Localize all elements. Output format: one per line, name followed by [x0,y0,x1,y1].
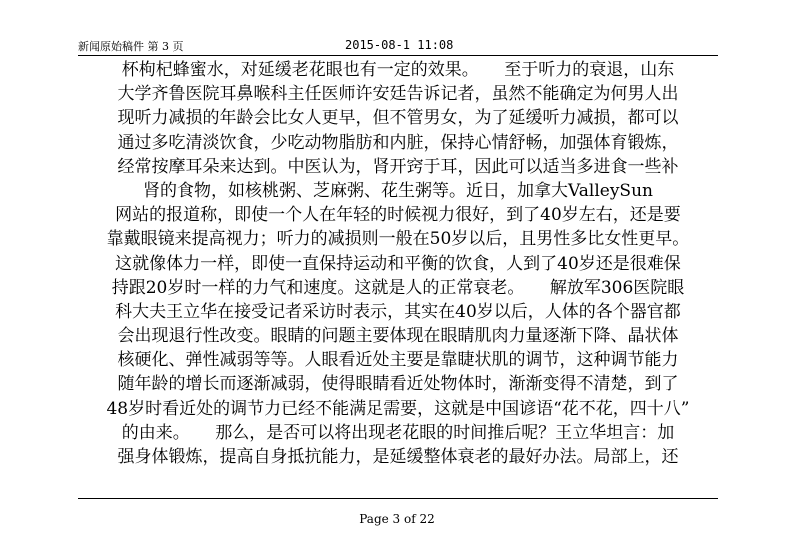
footer-divider [78,498,718,499]
header-divider [78,55,718,56]
body-line: 的由来。 那么，是否可以将出现老花眼的时间推后呢？王立华坦言：加 [121,422,675,443]
body-line: 靠戴眼镜来提高视力；听力的减损则一般在50岁以后，且男性多比女性更早。 [106,229,690,250]
body-line: 持跟20岁时一样的力气和速度。这就是人的正常衰老。 解放军306医院眼 [111,277,685,298]
body-line: 大学齐鲁医院耳鼻喉科主任医师许安廷告诉记者，虽然不能确定为何男人出 [117,84,679,105]
body-line: 会出现退行性改变。眼睛的问题主要体现在眼睛肌肉力量逐渐下降、晶状体 [117,326,679,347]
header-source-label: 新闻原始稿件 第 3 页 [78,40,184,53]
body-line: 肾的食物，如核桃粥、芝麻粥、花生粥等。近日，加拿大ValleySun [143,180,653,201]
body-line: 通过多吃清淡饮食，少吃动物脂肪和内脏，保持心情舒畅，加强体育锻炼， [117,132,679,153]
body-line: 科大夫王立华在接受记者采访时表示，其实在40岁以后，人体的各个器官都 [115,301,681,322]
article-body [78,58,718,469]
body-line: 经常按摩耳朵来达到。中医认为，肾开窍于耳，因此可以适当多进食一些补 [117,156,679,177]
header-timestamp: 2015-08-1 11:08 [345,38,454,52]
page-number: Page 3 of 22 [359,512,435,526]
body-line: 随年龄的增长而逐渐减弱，使得眼睛看近处物体时，渐渐变得不清楚，到了 [117,374,679,395]
body-line: 核硬化、弹性减弱等等。人眼看近处主要是靠睫状肌的调节，这种调节能力 [117,350,679,371]
body-line: 这就像体力一样，即使一直保持运动和平衡的饮食，人到了40岁还是很难保 [115,253,681,274]
body-line: 现听力减损的年龄会比女人更早，但不管男女，为了延缓听力减损，都可以 [117,108,679,129]
body-line: 杯枸杞蜂蜜水，对延缓老花眼也有一定的效果。 至于听力的衰退，山东 [121,60,675,80]
body-line: 强身体锻炼，提高自身抵抗能力，是延缓整体衰老的最好办法。局部上，还 [117,447,679,467]
body-line: 48岁时看近处的调节力已经不能满足需要，这就是中国谚语“花不花，四十八” [106,398,690,419]
body-line: 网站的报道称，即使一个人在年轻的时候视力很好，到了40岁左右，还是要 [115,205,681,226]
